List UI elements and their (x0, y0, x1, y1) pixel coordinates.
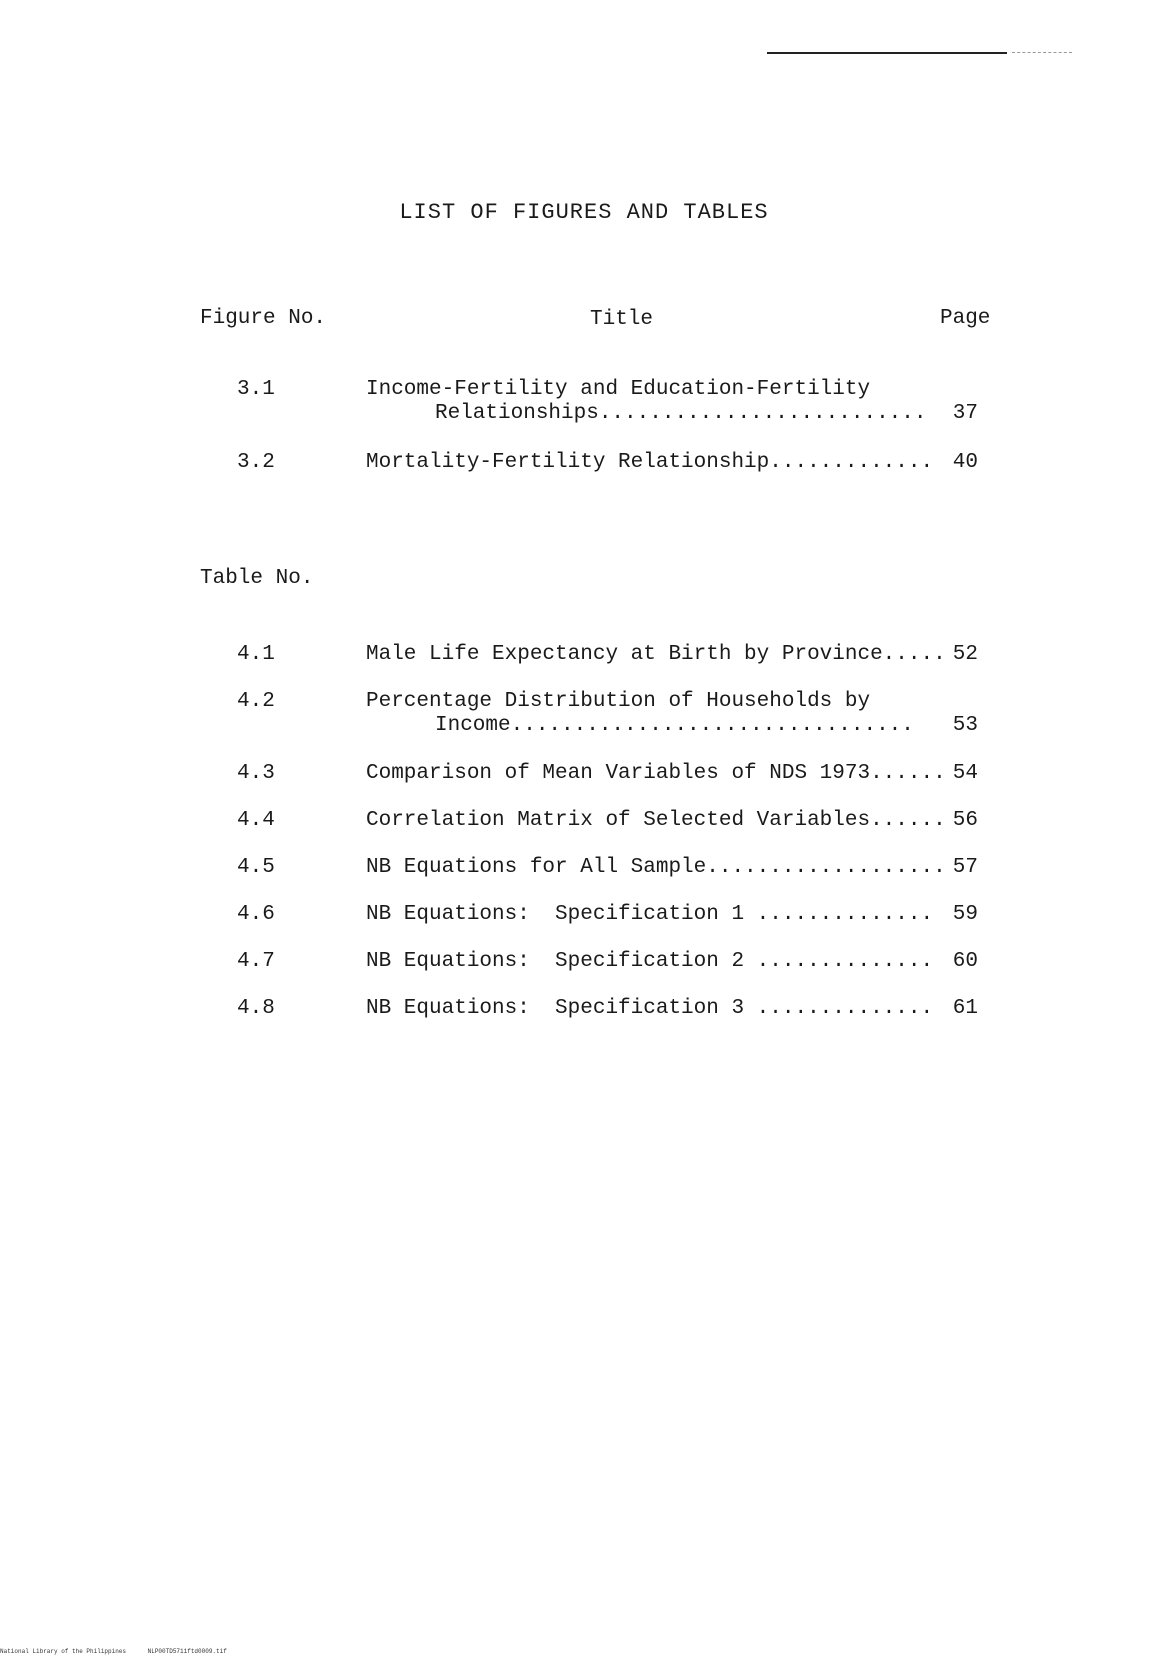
table-title: NB Equations: Specification 3 .............. (366, 997, 934, 1020)
figure-num: 3.1 (237, 378, 275, 401)
table-page: 60 (952, 950, 978, 973)
table-num: 4.5 (237, 856, 275, 879)
table-page: 54 (952, 762, 978, 785)
figure-title-cont: Relationships.......................... (435, 402, 927, 425)
table-num: 4.7 (237, 950, 275, 973)
page-title: LIST OF FIGURES AND TABLES (399, 200, 769, 225)
table-title-cont: Income................................ (435, 714, 914, 737)
table-page: 52 (952, 643, 978, 666)
figure-title: Income-Fertility and Education-Fertility (366, 378, 871, 401)
header-table-no: Table No. (200, 567, 314, 590)
table-page: 57 (952, 856, 978, 879)
figure-page: 37 (952, 402, 978, 425)
table-num: 4.8 (237, 997, 275, 1020)
table-title: Comparison of Mean Variables of NDS 1973...... (366, 762, 946, 785)
table-num: 4.3 (237, 762, 275, 785)
table-title: NB Equations: Specification 2 .............. (366, 950, 934, 973)
table-num: 4.4 (237, 809, 275, 832)
header-page: Page (940, 307, 991, 330)
table-title: Male Life Expectancy at Birth by Province..... (366, 643, 946, 666)
table-page: 61 (952, 997, 978, 1020)
header-title: Title (590, 308, 654, 331)
table-title: Correlation Matrix of Selected Variables...... (366, 809, 946, 832)
figure-page: 40 (952, 451, 978, 474)
table-num: 4.2 (237, 690, 275, 713)
table-num: 4.1 (237, 643, 275, 666)
header-figure-no: Figure No. (200, 307, 327, 330)
table-page: 59 (952, 903, 978, 926)
figure-num: 3.2 (237, 451, 275, 474)
table-title: NB Equations: Specification 1 .............. (366, 903, 934, 926)
table-page: 56 (952, 809, 978, 832)
table-title: NB Equations for All Sample................... (366, 856, 946, 879)
figure-title: Mortality-Fertility Relationship............. (366, 451, 934, 474)
table-page: 53 (952, 714, 978, 737)
top-rule (767, 52, 1007, 54)
scan-footer: National Library of the Philippines NLP00TD5711ftd0009.tif (0, 1648, 227, 1655)
table-title: Percentage Distribution of Households by (366, 690, 871, 713)
table-num: 4.6 (237, 903, 275, 926)
